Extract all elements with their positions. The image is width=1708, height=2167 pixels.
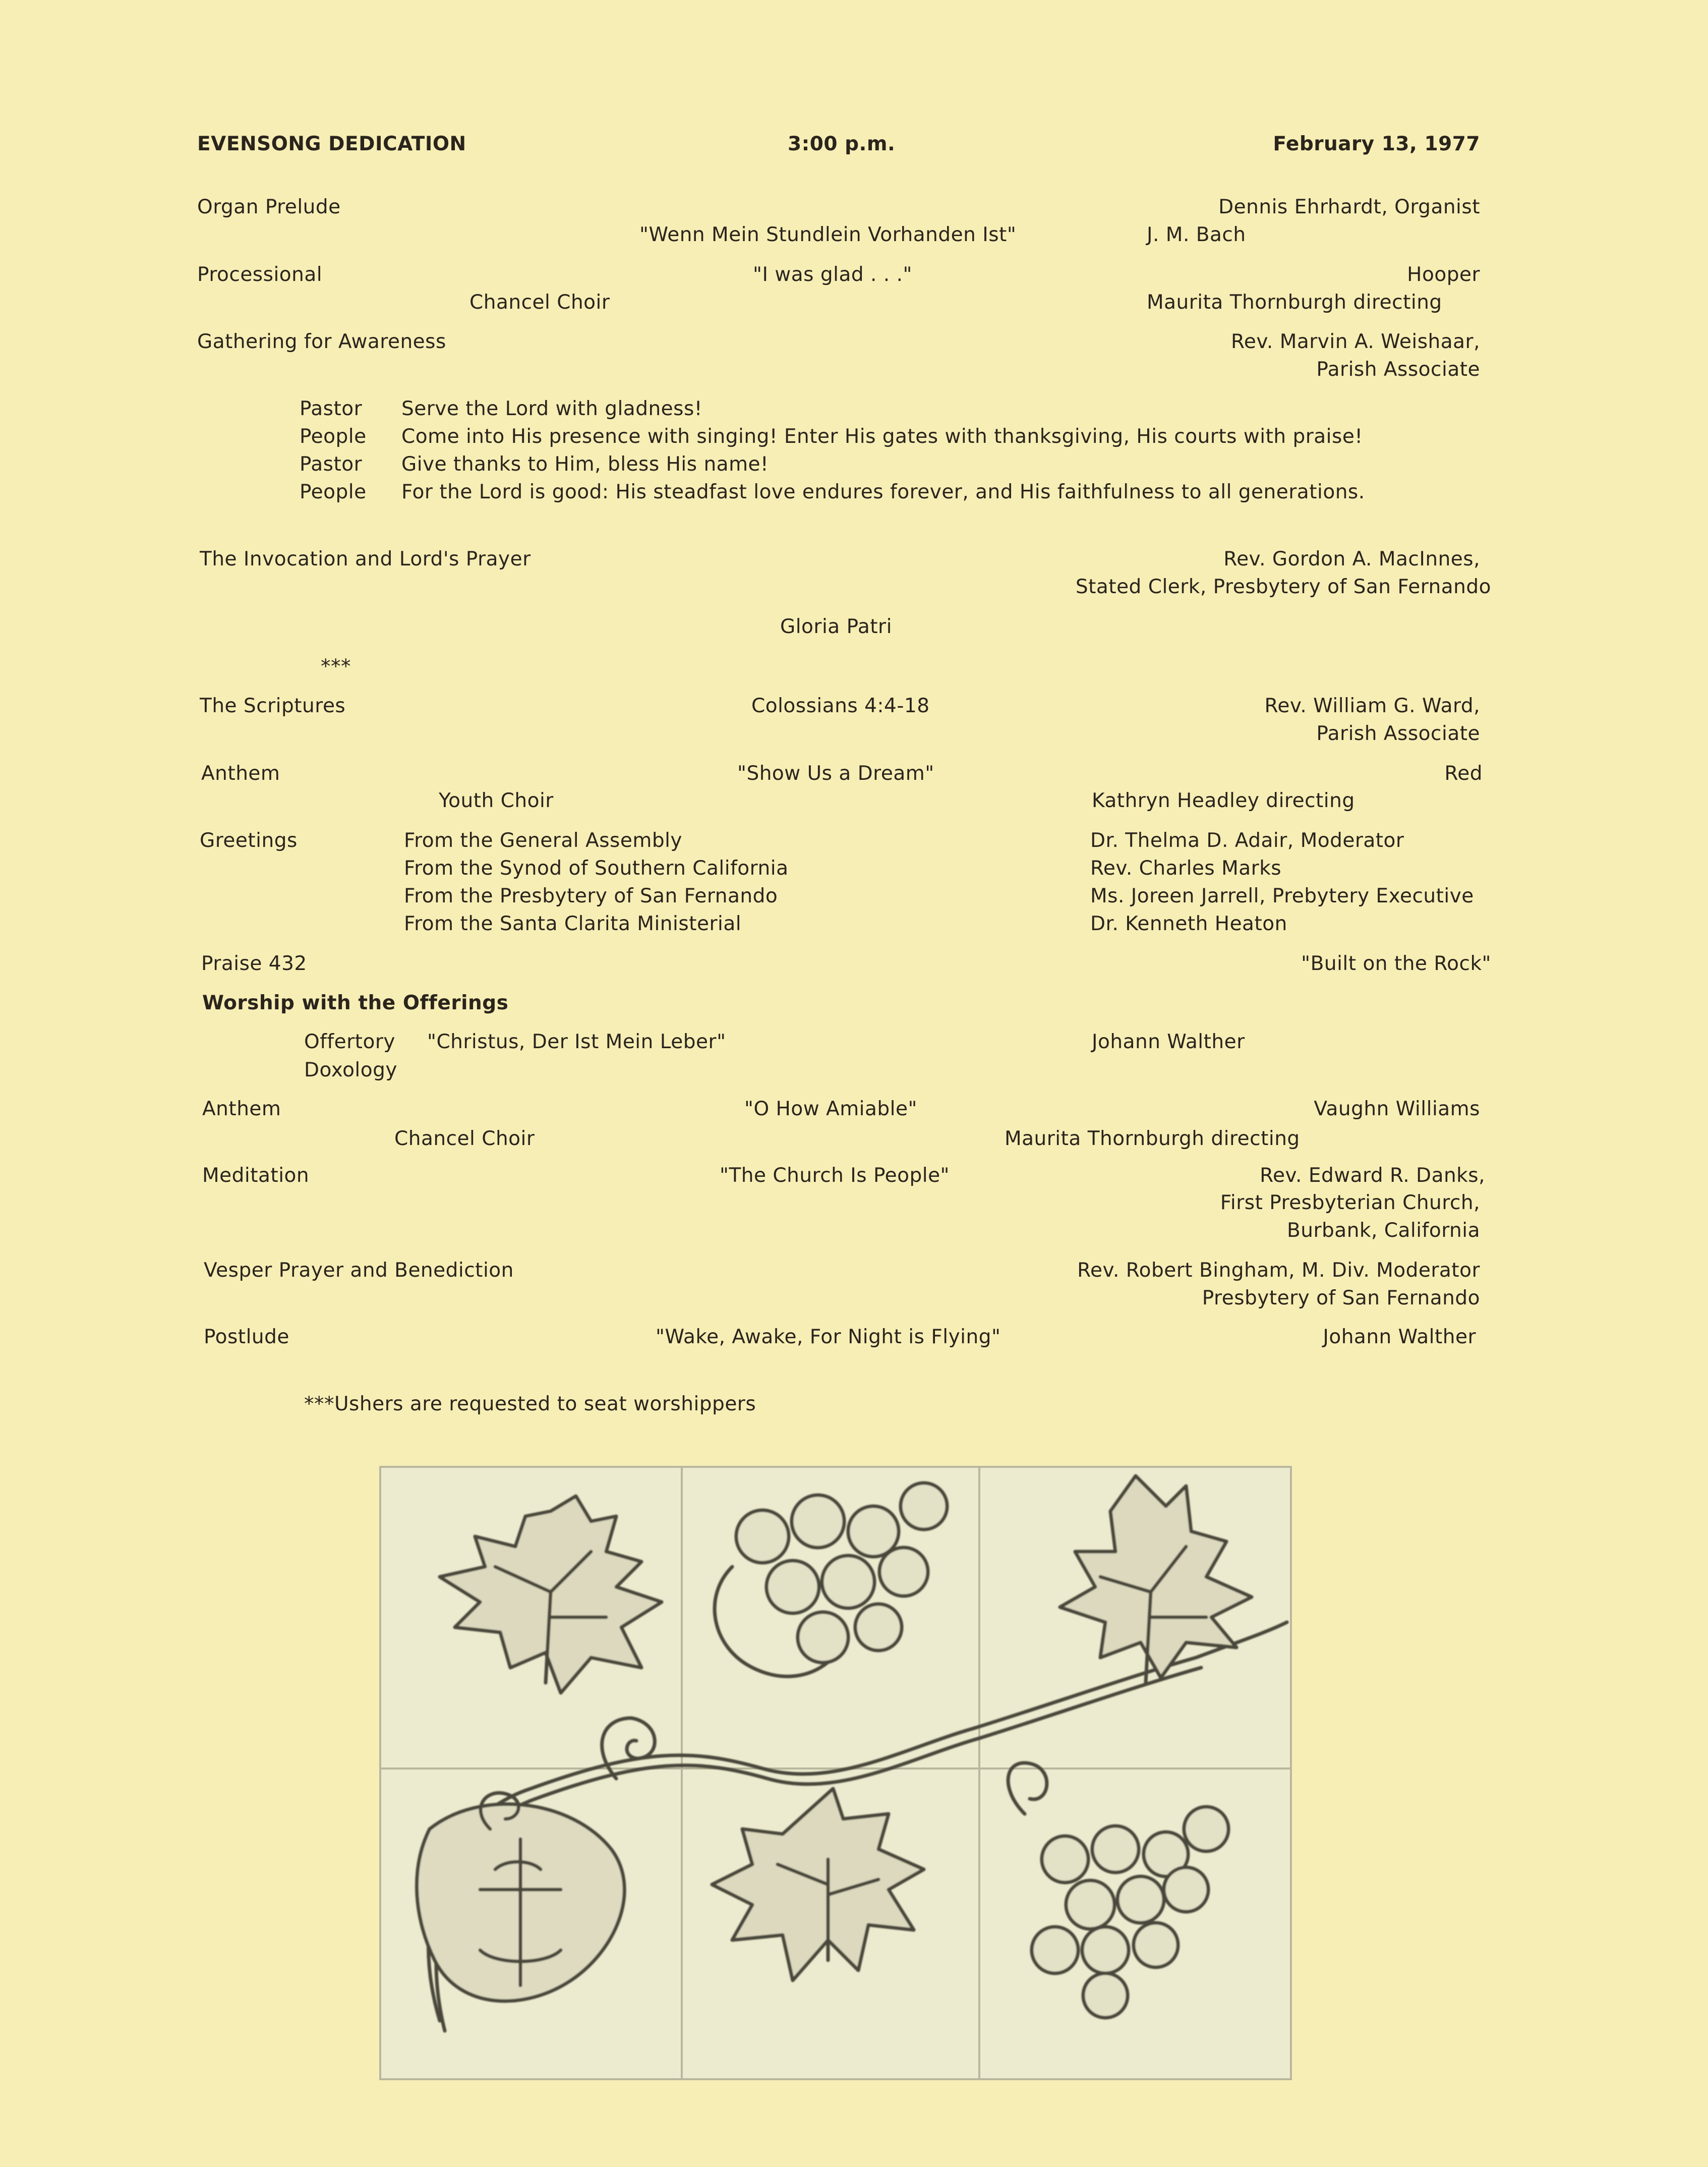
responsive-text: For the Lord is good: His steadfast love endures forever, and His faithfulness to all generations. <box>401 481 1365 503</box>
postlude-composer: Johann Walther <box>1323 1326 1476 1348</box>
responsive-text: Come into His presence with singing! Enter His gates with thanksgiving, His courts with praise! <box>401 425 1363 448</box>
greeting-person: Rev. Charles Marks <box>1090 857 1282 880</box>
grapevine-illustration <box>379 1466 1292 2080</box>
greeting-from: From the Santa Clarita Ministerial <box>404 913 742 935</box>
invocation-label: The Invocation and Lord's Prayer <box>200 548 531 571</box>
gathering-leader-title: Parish Associate <box>1316 358 1480 381</box>
greeting-person: Dr. Thelma D. Adair, Moderator <box>1090 829 1404 852</box>
gathering-label: Gathering for Awareness <box>197 330 446 353</box>
vesper-leader-title: Presbytery of San Fernando <box>1202 1287 1480 1309</box>
greeting-person: Dr. Kenneth Heaton <box>1090 913 1287 935</box>
meditation-speaker: Rev. Edward R. Danks, <box>1260 1164 1485 1187</box>
meditation-speaker-city: Burbank, California <box>1287 1219 1480 1242</box>
meditation-label: Meditation <box>202 1164 310 1187</box>
responsive-text: Serve the Lord with gladness! <box>401 397 702 420</box>
anthem-piece: "O How Amiable" <box>744 1098 917 1120</box>
responsive-speaker: People <box>300 425 367 448</box>
praise-label: Praise 432 <box>201 952 307 975</box>
responsive-speaker: Pastor <box>300 397 363 420</box>
invocation-leader-title: Stated Clerk, Presbytery of San Fernando <box>1075 576 1491 598</box>
processional-label: Processional <box>197 263 323 286</box>
responsive-speaker: Pastor <box>300 453 363 476</box>
greeting-from: From the Presbytery of San Fernando <box>404 885 778 907</box>
anthem-composer: Red <box>1444 762 1483 785</box>
service-time: 3:00 p.m. <box>788 133 896 155</box>
doxology: Doxology <box>304 1059 397 1081</box>
scriptures-reader: Rev. William G. Ward, <box>1264 695 1480 717</box>
anthem-director: Maurita Thornburgh directing <box>1005 1127 1300 1150</box>
scriptures-label: The Scriptures <box>200 695 346 717</box>
greeting-from: From the General Assembly <box>404 829 682 852</box>
processional-composer: Hooper <box>1407 263 1480 286</box>
anthem-composer: Vaughn Williams <box>1314 1098 1480 1120</box>
processional-piece: "I was glad . . ." <box>753 263 912 286</box>
service-date: February 13, 1977 <box>1273 133 1480 155</box>
offertory-composer: Johann Walther <box>1092 1031 1245 1053</box>
meditation-title: "The Church Is People" <box>720 1164 950 1187</box>
responsive-speaker: People <box>300 481 367 503</box>
ushers-footnote: ***Ushers are requested to seat worshippers <box>304 1393 756 1415</box>
offertory-label: Offertory <box>304 1031 395 1053</box>
vesper-label: Vesper Prayer and Benediction <box>204 1259 514 1282</box>
program-title: EVENSONG DEDICATION <box>197 133 466 155</box>
anthem-piece: "Show Us a Dream" <box>737 762 934 785</box>
greeting-from: From the Synod of Southern California <box>404 857 789 880</box>
anthem-director: Kathryn Headley directing <box>1092 789 1355 812</box>
scriptures-reader-title: Parish Associate <box>1316 722 1480 745</box>
anthem-label: Anthem <box>201 762 280 785</box>
asterisks: *** <box>321 655 351 678</box>
offerings-label: Worship with the Offerings <box>202 992 509 1014</box>
praise-title: "Built on the Rock" <box>1301 952 1491 975</box>
organ-prelude-composer: J. M. Bach <box>1147 223 1246 246</box>
processional-choir: Chancel Choir <box>469 291 610 314</box>
gathering-leader: Rev. Marvin A. Weishaar, <box>1231 330 1480 353</box>
organ-prelude-performer: Dennis Ehrhardt, Organist <box>1218 196 1480 218</box>
organ-prelude-label: Organ Prelude <box>197 196 341 218</box>
scriptures-reference: Colossians 4:4-18 <box>751 695 930 717</box>
anthem-choir: Chancel Choir <box>394 1127 535 1150</box>
gloria-patri: Gloria Patri <box>780 615 892 638</box>
responsive-text: Give thanks to Him, bless His name! <box>401 453 769 476</box>
greeting-person: Ms. Joreen Jarrell, Prebytery Executive <box>1090 885 1474 907</box>
greetings-label: Greetings <box>200 829 298 852</box>
meditation-speaker-church: First Presbyterian Church, <box>1220 1191 1480 1214</box>
anthem-label: Anthem <box>202 1098 281 1120</box>
postlude-piece: "Wake, Awake, For Night is Flying" <box>656 1326 1001 1348</box>
organ-prelude-piece: "Wenn Mein Stundlein Vorhanden Ist" <box>639 223 1017 246</box>
anthem-choir: Youth Choir <box>439 789 554 812</box>
postlude-label: Postlude <box>204 1326 289 1348</box>
grapevine-drawing <box>379 1466 1292 2080</box>
processional-director: Maurita Thornburgh directing <box>1147 291 1442 314</box>
vesper-leader: Rev. Robert Bingham, M. Div. Moderator <box>1077 1259 1480 1282</box>
offertory-piece: "Christus, Der Ist Mein Leber" <box>427 1031 726 1053</box>
invocation-leader: Rev. Gordon A. MacInnes, <box>1223 548 1480 571</box>
